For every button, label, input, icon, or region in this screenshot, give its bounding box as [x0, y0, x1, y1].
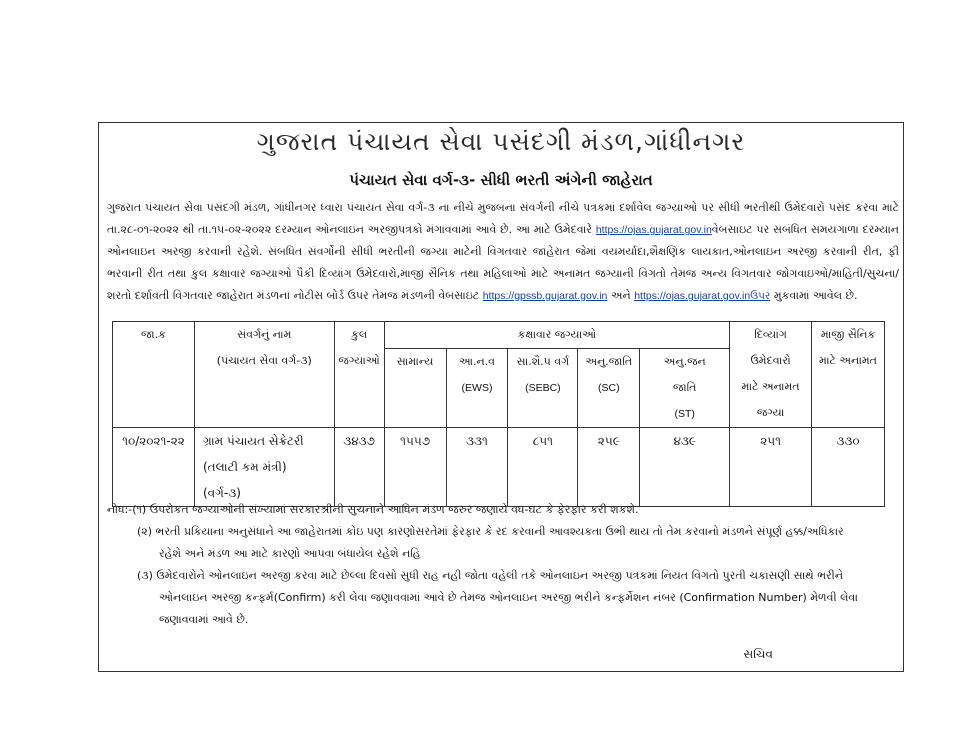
- header-sc-line2: (SC): [598, 382, 620, 394]
- header-st-line2: જાતિ: [673, 381, 697, 394]
- header-ews-line1: આ.ન.વ: [458, 355, 496, 368]
- header-category-group: [384, 322, 730, 349]
- ojas-link-2[interactable]: https://ojas.gujarat.gov.inઉપર: [634, 290, 771, 302]
- header-sc-line1: અનુ.જાતિ: [585, 355, 633, 368]
- header-sc: [578, 349, 640, 428]
- header-disabled-line4: જગ્યા: [756, 406, 785, 419]
- row-cadre-line3: (વર્ગ-૩): [202, 486, 241, 500]
- header-sebc-line1: સા.શૈ.પ વર્ગ: [516, 355, 570, 368]
- row-general: ૧૫૫૭: [384, 428, 446, 507]
- header-exserv-line2: માટે અનામત: [819, 354, 877, 367]
- note-3-line2: ઓનલાઇન અરજી કન્ફર્મ(Confirm) કરી લેવા જણાવવામાં આવે છે તેમજ ઓનલાઇન અરજી ભરીને કન્ફર્મેશન નંબર (Confirmation Number) મેળવી લેવા: [159, 591, 858, 604]
- gpssb-link[interactable]: https://gpssb.gujarat.gov.in: [482, 290, 608, 302]
- header-ews: [446, 349, 508, 428]
- notes-section: [107, 499, 899, 631]
- intro-text-4: મુકવામાં આવેલ છે.: [773, 289, 858, 302]
- header-exserv-line1: માજી સૈનિક: [820, 328, 876, 341]
- row-exserv: ૩૩૦: [812, 428, 885, 507]
- note-1: નોધ:-(૧) ઉપરોકત જગ્યાઓની સંખ્યામાં સરકારશ્રીની સુચનાને આધિન મંડળ જરુર જણાયે વધ-ઘટ કે ફેરફાર કરી શકશે.: [107, 503, 639, 516]
- header-st-line1: અનુ.જન: [663, 355, 706, 368]
- row-disabled: ૨૫૧: [730, 428, 812, 507]
- row-number: ૧૦/૨૦૨૧-૨૨: [113, 428, 195, 507]
- header-disabled-line2: ઉમેદવારો: [750, 354, 791, 367]
- notice-subtitle: પંચાયત સેવા વર્ગ-૩- સીધી ભરતી અંગેની જાહેરાત: [349, 171, 653, 189]
- header-total-line1: કુલ: [351, 328, 368, 341]
- header-category-label: કક્ષાવાર જગ્યાઓ: [517, 328, 597, 341]
- row-cadre-line1: ગ્રામ પંચાયત સેક્રેટરી: [202, 434, 304, 448]
- note-2-line2: રહેશે અને મંડળ આ માટે કારણો આપવા બંધાયેલ રહેશે નહિ: [159, 547, 421, 560]
- header-disabled-line3: માટે અનામત: [741, 380, 800, 393]
- intro-text-1: ગુજરાત પંચાયત સેવા પસંદગી મંડળ, ગાંધીનગર ધ્વારા પંચાયત સેવા વર્ગ-૩ ના નીચે મુજબના સંવર્ગની નીચે પત્રકમાં દર્શાવેલ જગ્યાઓ પર સીધી ભરતીથી ઉમેદવારો પસંદ કરવા માટે તા.૨૮-૦૧-૨૦૨૨ થી તા.૧૫-૦૨-૨૦૨૨ દરમ્યાન ઓનલાઇન અરજીપત્રકો મંગાવવામાં આવે છે. આ માટે ઉમેદવારે: [107, 201, 899, 236]
- note-3-line1: (૩) ઉમેદવારોને ઓનલાઇન અરજી કરવા માટે છેલ્લા દિવસો સુધી રાહ નહી જોતા વહેલી તકે ઓનલાઇન અરજી પત્રકમાં નિયત વિગતો પુરતી ચકાસણી સાથે ભરીને: [137, 569, 844, 582]
- header-general-label: સામાન્ય: [396, 355, 434, 368]
- notice-frame: [98, 122, 904, 672]
- header-disabled: [730, 322, 812, 428]
- header-general: [384, 349, 446, 428]
- row-ews: ૩૩૧: [446, 428, 508, 507]
- header-sr: [113, 322, 195, 428]
- header-cadre-line2: (પંચાયત સેવા વર્ગ-૩): [216, 354, 312, 367]
- header-exserv: [812, 322, 885, 428]
- row-cadre-line2: (તલાટી કમ મંત્રી): [202, 460, 287, 474]
- header-sr-label: જા.ક: [141, 328, 166, 341]
- header-total: [334, 322, 384, 428]
- header-sebc: [508, 349, 578, 428]
- header-disabled-line1: દિવ્યાંગ: [754, 328, 787, 341]
- signature: સચિવ: [743, 647, 773, 661]
- header-row-1: [113, 322, 885, 349]
- header-cadre: [194, 322, 334, 428]
- intro-text-2: વેબસાઇટ પર સબંધિત સમયગાળા દરમ્યાન ઓનલાઇન અરજી કરવાની રહેશે. સંબધિત સંવર્ગોની સીધી ભરતીની જગ્યા માટેની વિગતવાર જાહેરાત જેમાં વયમર્યાદા,શૈક્ષણિક લાયકાત,ઓનલાઇન અરજી કરવાની રીત, ફી ભરવાની રીત તથા કુલ કક્ષાવાર જગ્યાઓ પૈકી દિવ્યાંગ ઉમેદવારો,માજી સૈનિક તથા મહિલાઓ માટે અનામત જગ્યાની વિગતો તેમજ અન્ય વિગતવાર જોગવાઇઓ/માહિતી/સુચના/શરતો દર્શાવતી વિગતવાર જાહેરાત મંડળના નોટીસ બોર્ડ ઉપર તેમજ મંડળની વેબસાઇટ: [107, 223, 899, 302]
- board-title: ગુજરાત પંચાયત સેવા પસંદગી મંડળ,ગાંધીનગર: [256, 127, 746, 156]
- row-total: ૩૪૩૭: [334, 428, 384, 507]
- row-st: ૪૩૯: [640, 428, 730, 507]
- row-cadre: [194, 428, 334, 507]
- header-st-line3: (ST): [674, 408, 695, 420]
- note-2-line1: (૨) ભરતી પ્રકિયાના અનુસંધાને આ જાહેરાતમાં કોઇ પણ કારણોસરતેમાં ફેરફાર કે રદ કરવાની આવશ્યકતા ઉભી થાય તો તેમ કરવાનો મંડળને સંપૂર્ણ હક્ક/અધિકાર: [137, 525, 844, 538]
- header-total-line2: જગ્યાઓ: [338, 354, 380, 367]
- header-sebc-line2: (SEBC): [525, 382, 561, 394]
- intro-text-3: અને: [610, 289, 631, 302]
- header-ews-line2: (EWS): [461, 382, 493, 394]
- posts-table: [112, 321, 885, 507]
- row-sc: ૨૫૯: [578, 428, 640, 507]
- header-cadre-line1: સંવર્ગનું નામ: [237, 328, 292, 341]
- table-row: [113, 428, 885, 507]
- row-sebc: ૮૫૧: [508, 428, 578, 507]
- note-3-line3: જણાવવામાં આવે છે.: [159, 613, 249, 626]
- intro-paragraph: [107, 197, 899, 307]
- ojas-link[interactable]: https://ojas.gujarat.gov.in: [595, 224, 712, 236]
- header-st: [640, 349, 730, 428]
